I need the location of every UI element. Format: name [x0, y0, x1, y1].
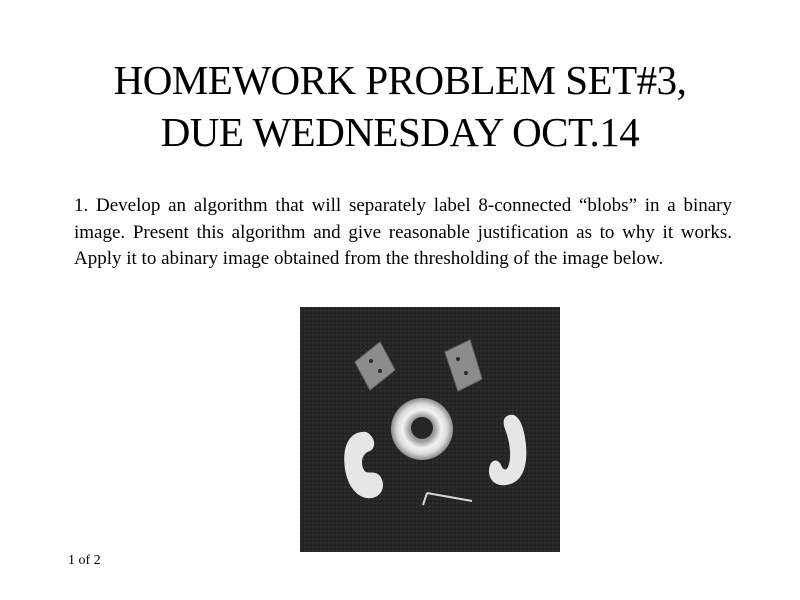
problem-statement: 1. Develop an algorithm that will separately label 8-connected “blobs” in a binary image. Present this algorithm and give reasonable justification as to why it works. Apply it to abinary image obtained from the thresholding of the image below. [74, 195, 732, 269]
washer [391, 398, 453, 460]
page-number: 1 of 2 [68, 553, 101, 568]
blob-image [300, 307, 560, 552]
title-line-2: DUE WEDNESDAY OCT.14 [160, 109, 640, 155]
page-title [0, 54, 800, 158]
title-line-1: HOMEWORK PROBLEM SET#3, [113, 57, 687, 103]
